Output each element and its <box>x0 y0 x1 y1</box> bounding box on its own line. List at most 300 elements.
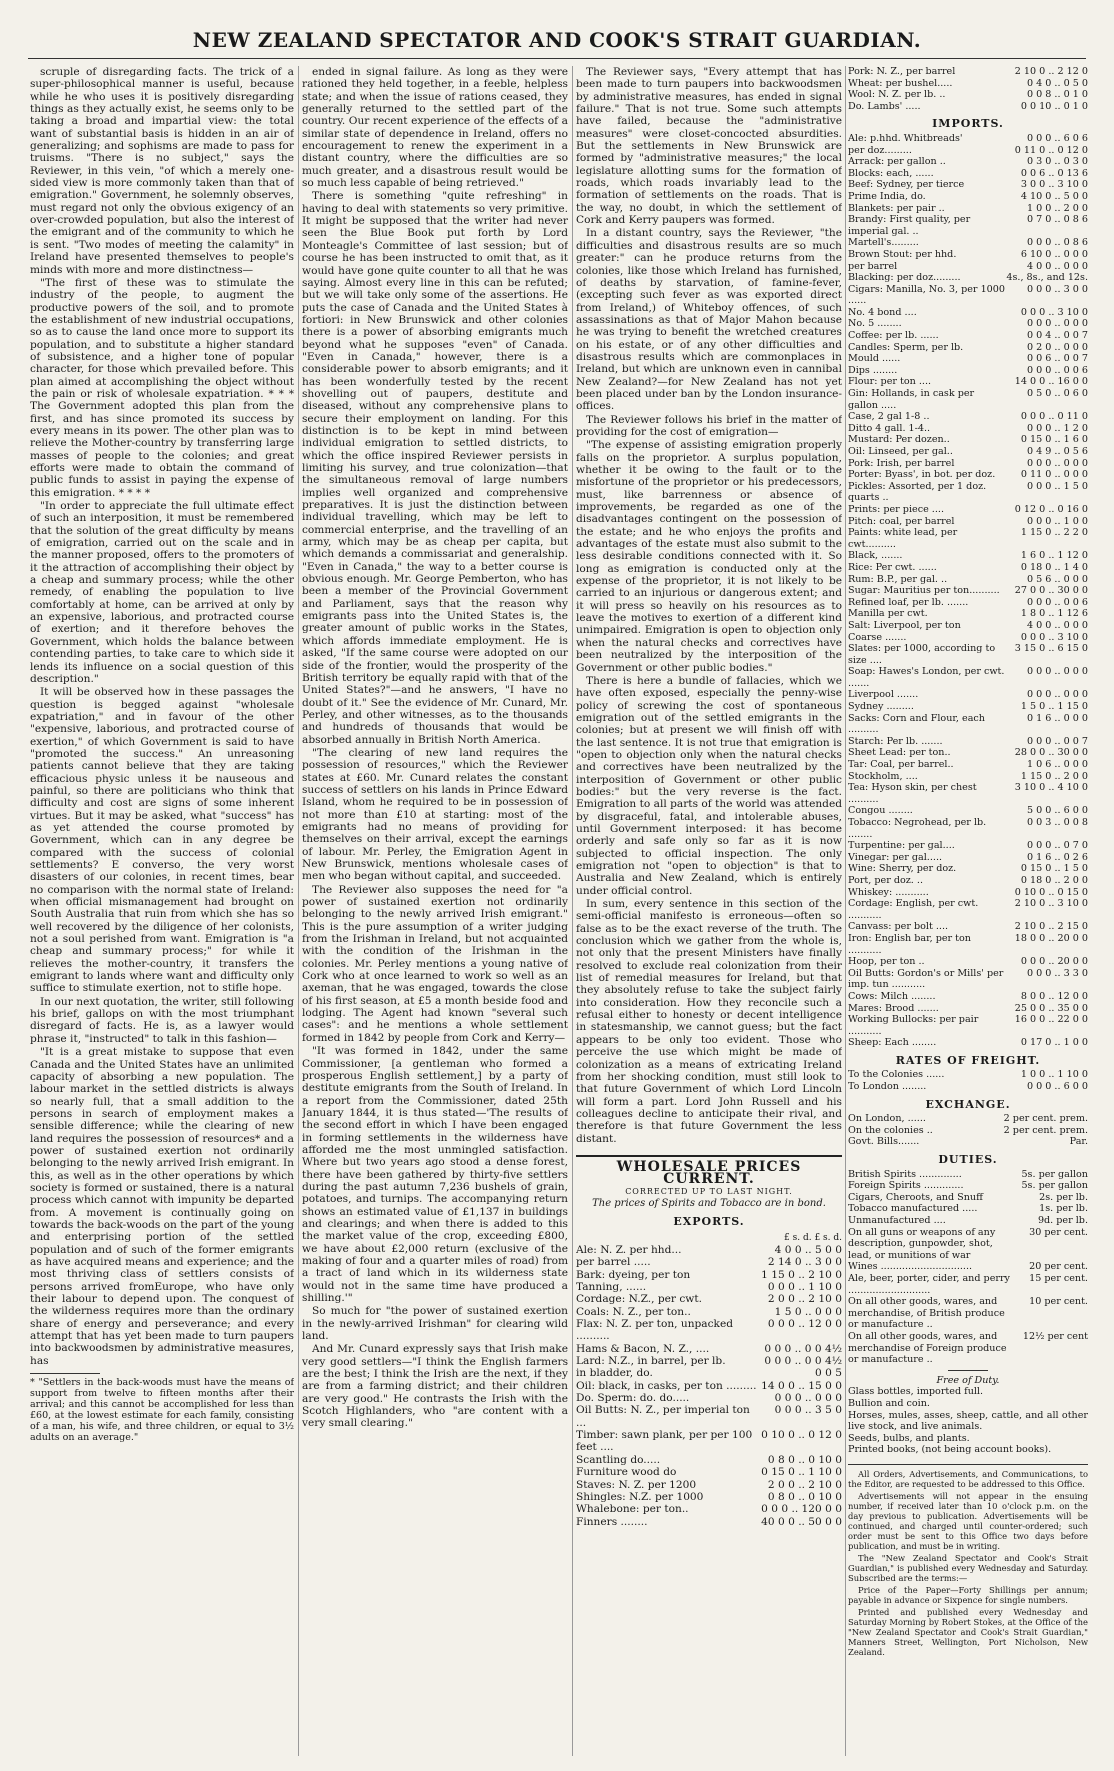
price-row <box>576 1454 842 1466</box>
price-item: in bladder, do. <box>576 1367 653 1380</box>
price-row <box>848 1227 1088 1262</box>
price-value: 9d. per lb. <box>1037 1215 1088 1226</box>
price-row <box>576 1355 842 1367</box>
price-item: Ale: p.hhd. Whitbreads' <box>848 132 963 144</box>
notice-paragraph: The "New Zealand Spectator and Cook's Strait Guardian," is published every Wednesday and Saturday. Subscribed are the terms:— <box>848 1552 1088 1583</box>
price-value: 1 0 6 .. 0 0 0 <box>1026 759 1088 771</box>
price-value: 0 15 0 .. 1 10 0 <box>761 1466 842 1479</box>
price-row <box>576 1380 842 1392</box>
price-row <box>848 318 1088 330</box>
price-item: Whiskey: ........... <box>848 886 929 898</box>
price-value: 0 4 9 .. 0 5 6 <box>1026 446 1088 457</box>
price-value: 0 0 0 .. 3 10 0 <box>1020 631 1088 643</box>
price-value: 0 0 0 .. 0 0 0 <box>774 1392 842 1405</box>
paragraph: scruple of disregarding facts. The trick of a super-philosophical manner is useful, because while he who uses it is positively disregarding things as they actually exist, he seems only to be taking a broad and impartial view: the total want of substantial basis is hidden in an air of generalizing; and sophisms are made to pass for truisms. "There is no subject," says the Reviewer, in this vein, "of which a merely one-sided view is more commonly taken than that of emigration." Government, he solemnly observes, must regard not only the obvious exigency of an over-crowded population, but also the interest of the emigrant and of the community to which he is sent. "Two modes of meeting the calamity" in Ireland have presented themselves to people's minds with more and more distinctness— <box>30 66 294 276</box>
price-item: Black, ....... <box>848 550 903 562</box>
paragraph: There is something "quite refreshing" in having to deal with statements so very primitive. It might be supposed that the writer had never seen the Blue Book put forth by Lord Monteagle's Committee of last session; but of course he has been instructed to omit that, as it would have gone quite counter to all that he was saying. Almost every line in this can be refuted; but we will take only some of the assertions. He puts the case of Canada and the United States à fortiori: in New Brunswick and other colonies there is a power of absorbing emigrants much beyond what he supposes "even" of Canada. "Even in Canada," however, there is a considerable power to absorb emigrants; and it has been wonderfully tested by the recent shovelling out of paupers, destitute and diseased, without any comprehensive plans to secure their employment on landing. For this distinction is to be kept in mind between individual emigration to settled districts, to which the office inspired Reviewer persists in limiting his survey, and true colonization—that the simultaneous removal of large numbers implies well organized and comprehensive preparatives. It is just the distinction between individual travelling, which may be left to commercial enterprise, and the travelling of an army, which may be as cheap per capita, but which demands a commissariat and generalship. "Even in Canada," the way to a better course is obvious enough. Mr. George Pemberton, who has been a member of the Provincial Government and Parliament, says that the reason why emigrants pass into the United States is, the greater amount of public works in the States, which affords immediate employment. He is asked, "If the same course were adopted on our side of the frontier, would the prosperity of the British territory be equally rapid with that of the United States?"—and he answers, "I have no doubt of it." See the evidence of Mr. Cunard, Mr. Perley, and other witnesses, as to the thousands and hundreds of thousands that would be absorbed annually in British North America. <box>302 190 568 746</box>
price-row <box>848 237 1088 249</box>
price-row <box>848 747 1088 759</box>
price-row <box>576 1466 842 1478</box>
price-row <box>848 1069 1088 1081</box>
exchange-table <box>848 1113 1088 1148</box>
price-item: Paints: white lead, per cwt.......... <box>848 527 958 550</box>
price-item: Cordage: English, per cwt. ........... <box>848 898 979 921</box>
price-item: Ale, beer, porter, cider, and perry ........................... <box>848 1272 1010 1296</box>
price-row <box>848 1180 1088 1192</box>
price-item: Do. Lambs' ..... <box>848 100 921 112</box>
price-value: 0 8 0 .. 0 10 0 <box>767 1490 842 1503</box>
price-row <box>848 597 1088 609</box>
price-item: Cigars: Manilla, No. 3, per 1000 ...... <box>848 283 1005 307</box>
paragraph: "The clearing of new land requires the possession of resources," which the Reviewer states at £60. Mr. Cunard relates the constant success of settlers on his lands in Prince Edward Island, whom he required to be in possession of not more than £10 at starting: most of the emigrants had no means of providing for themselves on their arrival, except the earnings of labour. Mr. Perley, the Emigration Agent in New Brunswick, mentions wholesale cases of men who began without capital, and succeeded. <box>302 746 568 883</box>
price-item: Tobacco manufactured ..... <box>848 1203 978 1215</box>
price-item: Port, per doz. .. <box>848 874 924 886</box>
exchange-title: EXCHANGE. <box>925 1097 1011 1111</box>
price-row <box>576 1503 842 1515</box>
price-item: Scantling do..... <box>576 1453 661 1466</box>
price-row <box>848 191 1088 203</box>
price-item: Cows: Milch ........ <box>848 990 936 1002</box>
price-row <box>576 1392 842 1404</box>
price-item: Timber: sawn plank, per per 100 feet .... <box>576 1429 753 1454</box>
price-row <box>848 956 1088 968</box>
free-of-duty-list <box>848 1386 1088 1456</box>
price-item: Salt: Liverpool, per ton <box>848 619 961 631</box>
price-value: 4 0 0 .. 5 0 0 <box>774 1243 842 1256</box>
price-row <box>848 608 1088 620</box>
price-row <box>576 1516 842 1528</box>
price-value: 0 18 0 .. 2 0 0 <box>1020 874 1088 886</box>
price-value: 0 15 0 .. 1 6 0 <box>1020 434 1088 446</box>
price-row <box>848 423 1088 435</box>
freight-title: RATES OF FREIGHT. <box>895 1053 1041 1067</box>
price-row <box>848 550 1088 562</box>
price-value: 0 0 0 .. 0 0 6 <box>1026 364 1088 376</box>
price-row <box>576 1318 842 1343</box>
price-value: 0 0 8 .. 0 1 0 <box>1026 89 1088 101</box>
column-2 <box>302 66 568 1756</box>
price-item: Prints: per piece .... <box>848 503 944 515</box>
price-row <box>848 1169 1088 1181</box>
price-row <box>576 1491 842 1503</box>
price-row <box>848 620 1088 632</box>
price-row <box>576 1429 842 1454</box>
price-value: 8 0 0 .. 12 0 0 <box>1020 990 1088 1002</box>
price-item: Blankets: per pair .. <box>848 202 945 214</box>
notice-paragraph: All Orders, Advertisements, and Communications, to the Editor, are requested to be addressed to this Office. <box>848 1468 1088 1489</box>
price-item: Ditto 4 gall. 1-4.. <box>848 422 931 434</box>
paragraph: There is here a bundle of fallacies, which we have often exposed, especially the penny-wise policy of screwing the cost of spontaneous emigration out of the settled emigrants in the colonies; but at present we will finish off with the last sentence. It is not true that emigration is "open to objection only when the natural checks and correctives have been neutralized by the interposition of Government or other public bodies:" but the very reverse is the fact. Emigration to all parts of the world was attended by disgraceful, fatal, and intolerable abuses, until Government interposed: it has become orderly and safe only so far as it is now subjected to official inspection. The only emigration not "open to objection" is that to Australia and New Zealand, which is entirely under official control. <box>576 674 842 897</box>
price-item: On all other goods, wares, and merchandise of Foreign produce or manufacture .. <box>848 1330 1007 1366</box>
price-value: 4 10 0 .. 5 0 0 <box>1020 190 1088 202</box>
price-value: 0 0 0 .. 3 5 0 <box>774 1404 842 1417</box>
paragraph: ended in signal failure. As long as they were rationed they held together, in a feeble, helpless state; and when the issue of rations ceased, they generally returned to the settled part of the country. Our recent experience of the effects of a similar state of dependence in Ireland, offers no encouragement to renew the experiment in a distant country, where the difficulties are so much greater, and a disastrous result would be so much less capable of being retrieved." <box>302 66 568 190</box>
column-divider <box>572 66 573 1756</box>
price-item: Candles: Sperm, per lb. <box>848 341 964 353</box>
price-value: 0 0 0 .. 3 10 0 <box>1020 306 1088 318</box>
price-value: 0 0 0 .. 1 10 0 <box>767 1281 842 1293</box>
price-row <box>848 643 1088 666</box>
column-2-text <box>302 66 568 1430</box>
paragraph: The Reviewer also supposes the need for "a power of sustained exertion not ordinarily belonging to the newly arrived Irish emigrant." This is the pure assumption of a writer judging from the Irishman in Ireland, but not acquainted with the condition of the Irishman in the colonies. Mr. Perley mentions a young native of Cork who at once learned to work so well as an axeman, that he was engaged, towards the close of his first season, at £5 a month beside food and lodging. The Agent had known "several such cases": and he mentions a whole settlement formed in 1842 by people from Cork and Kerry— <box>302 883 568 1044</box>
price-value: 0 11 0 .. 0 0 0 <box>1020 469 1088 481</box>
price-value: 0 0 0 .. 0 0 4½ <box>764 1355 842 1368</box>
price-value: 6 10 0 .. 0 0 0 <box>1020 248 1088 260</box>
price-row <box>848 968 1088 991</box>
column-1-text <box>30 66 294 1367</box>
paragraph: The Reviewer says, "Every attempt that has been made to turn paupers into backwoodsmen by administrative measures, has ended in signal failure." That is not true. Some such attempts have failed, because the "administrative measures" were closet-concocted absurdities. But the settlements in New Brunswick are formed by "administrative measures;" the local legislature allotting sums for the formation of roads, which roads invariably lead to the formation of settlements on the roads. That is the way, no doubt, in which the settlement of Cork and Kerry paupers was formed. <box>576 66 842 227</box>
price-item: Brown Stout: per hhd. <box>848 248 957 260</box>
price-row <box>848 330 1088 342</box>
price-value: 1 15 0 .. 2 10 0 <box>761 1268 842 1281</box>
price-row <box>848 713 1088 736</box>
price-value: 0 2 0 .. 0 0 0 <box>1026 341 1088 353</box>
price-row <box>848 261 1088 273</box>
price-item: To the Colonies ...... <box>848 1069 945 1081</box>
price-value: 0 8 0 .. 0 10 0 <box>767 1453 842 1466</box>
price-row <box>848 701 1088 713</box>
price-item: Cordage: N.Z., per cwt. <box>576 1293 702 1306</box>
price-value: 4 0 0 .. 0 0 0 <box>1026 619 1088 631</box>
paragraph: "The expense of assisting emigration properly falls on the proprietor. A surplus population, whether it be owing to the fault or to the misfortune of the proprietor or his predecessors, must, like barrenness or absence of improvements, be regarded as one of the disadvantages contingent on the possession of the estate; and he who enjoys the profits and advantages of the estate must also submit to the less desirable conditions connected with it. So long as emigration is conducted only at the expense of the proprietor, it is not likely to be carried to an injurious or dangerous extent; and it will press so heavily on his resources as to leave the motives to exertion of a different kind unimpaired. Emigration is open to objection only when the natural checks and correctives have been neutralized by the interposition of the Government or other public bodies." <box>576 439 842 674</box>
price-row <box>848 411 1088 423</box>
footnote: * "Settlers in the back-woods must have the means of support from twelve to fifteen months after their arrival; and this cannot be accomplished for less than £60, at the lowest estimate for each family, consisting of a man, his wife, and three children, or equal to 3½ adults on an average." <box>30 1377 294 1444</box>
price-value: 0 5 0 .. 0 6 0 <box>1026 388 1088 400</box>
price-value: 0 0 0 .. 0 7 0 <box>1026 840 1088 852</box>
price-value: 20 per cent. <box>1029 1261 1088 1273</box>
price-value: 4s., 8s., and 12s. <box>1006 272 1088 284</box>
price-row <box>848 89 1088 101</box>
price-value: 1 0 0 .. 2 0 0 <box>1026 202 1088 214</box>
price-item: Martell's......... <box>848 237 919 249</box>
column-divider <box>298 66 299 1756</box>
paragraph: And Mr. Cunard expressly says that Irish make very good settlers—"I think the English farmers are the best; I think the Irish are the next, if they are from a farming district; and their children are very good." He contrasts the Irish with the Scotch Highlanders, who "are content with a very small clearing." <box>302 1343 568 1430</box>
price-item: Govt. Bills....... <box>848 1136 920 1148</box>
free-of-duty-title: Free of Duty. <box>936 1374 1000 1386</box>
price-item: No. 4 bond .... <box>848 306 917 318</box>
price-item: Canvass: per bolt .... <box>848 921 949 933</box>
price-value: 0 0 0 .. 0 0 4½ <box>764 1342 842 1355</box>
price-value: 0 0 0 .. 1 0 0 <box>1026 515 1088 527</box>
price-row <box>848 249 1088 261</box>
price-row <box>848 898 1088 921</box>
price-value: 2 14 0 .. 3 0 0 <box>767 1256 842 1269</box>
price-value: 2 0 0 .. 2 10 0 <box>767 1293 842 1306</box>
price-value: Par. <box>1069 1136 1088 1148</box>
price-value: 1 6 0 .. 1 12 0 <box>1020 550 1088 562</box>
price-row <box>848 1037 1088 1049</box>
price-value: 1 15 0 .. 2 2 0 <box>1020 527 1088 539</box>
price-item: Manilla per cwt. <box>848 608 928 620</box>
freight-table <box>848 1069 1088 1092</box>
price-row <box>848 759 1088 771</box>
price-item: Do. Sperm: do. do..... <box>576 1392 690 1405</box>
wholesale-note: The prices of Spirits and Tobacco are in bond. <box>592 1197 826 1209</box>
price-row <box>848 562 1088 574</box>
price-row <box>848 434 1088 446</box>
price-item: Hoop, per ton .. <box>848 956 925 968</box>
price-row <box>848 852 1088 864</box>
price-row <box>848 771 1088 783</box>
price-item: Brandy: First quality, per imperial gal. .. <box>848 214 971 237</box>
price-item: Tea: Hyson skin, per chest .......... <box>848 782 977 805</box>
price-item: Finners ........ <box>576 1515 648 1528</box>
price-value: 0 1 6 .. 0 0 0 <box>1026 712 1088 724</box>
price-value: 14 0 0 .. 16 0 0 <box>1014 376 1088 388</box>
price-item: Vinegar: per gal..... <box>848 851 943 863</box>
price-value: 3 10 0 .. 4 10 0 <box>1014 782 1088 794</box>
price-item: Mustard: Per dozen.. <box>848 434 950 446</box>
free-item: Bullion and coin. <box>848 1397 930 1409</box>
price-value: 0 4 0 .. 0 5 0 <box>1026 77 1088 89</box>
price-value: 0 0 0 .. 3 0 0 <box>1026 283 1088 295</box>
price-value: 40 0 0 .. 50 0 0 <box>761 1515 842 1528</box>
price-value: 2 per cent. prem. <box>1003 1124 1088 1136</box>
price-value: 0 0 0 .. 0 0 7 <box>1026 735 1088 747</box>
price-item: Shingles: N.Z. per 1000 <box>576 1490 704 1503</box>
price-item: Case, 2 gal 1-8 .. <box>848 411 930 423</box>
price-value: 2s. per lb. <box>1039 1191 1088 1203</box>
wholesale-title: WHOLESALE PRICES CURRENT. <box>576 1155 842 1186</box>
price-item: Turpentine: per gal.... <box>848 840 955 852</box>
price-value: 2 10 0 .. 2 15 0 <box>1014 921 1088 933</box>
price-value: 3 0 0 .. 3 10 0 <box>1020 179 1088 191</box>
price-row <box>848 388 1088 411</box>
price-value: 5s. per gallon <box>1021 1180 1088 1192</box>
price-item: Refined loaf, per lb. ....... <box>848 596 969 608</box>
price-item: Sheep: Each ........ <box>848 1037 937 1049</box>
price-value: 0 0 6 .. 0 13 6 <box>1020 167 1088 179</box>
paragraph: The Reviewer follows his brief in the matter of providing for the cost of emigration— <box>576 413 842 438</box>
wholesale-subtitle: CORRECTED UP TO LAST NIGHT. <box>625 1186 793 1196</box>
price-item: Coarse ....... <box>848 631 907 643</box>
price-value: 1 8 0 .. 1 12 6 <box>1020 608 1088 620</box>
paragraph: "It is a great mistake to suppose that even Canada and the United States have an unlimited capacity of absorbing a new population. The labour market in the settled districts is always so nearly full, that a small addition to the persons in search of employment makes a sensible difference; while the clearing of new land requires the possession of resources* and a power of sustained exertion not ordinarily belonging to the newly arrived Irish emigrant. In this, as well as in the other operations by which society is formed or sustained, there is a natural process which cannot with impunity be departed from. A movement is continually going on towards the back-woods on the part of the young and enterprising portion of the settled population and of such of the former emigrants as have acquired means and experience; and the most thriving class of settlers consists of persons arrived fromEurope, who have only their labour to depend upon. The conquest of the wilderness requires more than the ordinary share of energy and perseverance; and every attempt that has yet been made to turn paupers into backwoodsmen by administrative measures, has <box>30 1046 294 1367</box>
price-value: 0 15 0 .. 1 5 0 <box>1020 863 1088 875</box>
price-item: Mares: Brood ....... <box>848 1002 939 1014</box>
price-item: Tanning, ...... <box>576 1281 647 1293</box>
exports-title: EXPORTS. <box>673 1215 745 1229</box>
price-item: Flax: N. Z. per ton, unpacked .......... <box>576 1318 734 1343</box>
price-value: 1 0 0 .. 1 10 0 <box>1020 1069 1088 1081</box>
price-row <box>848 66 1088 78</box>
price-item: Oil Butts: Gordon's or Mills' per imp. tun ........... <box>848 967 1004 991</box>
price-row <box>848 203 1088 215</box>
price-value: 0 0 0 .. 1 5 0 <box>1026 480 1088 492</box>
price-row <box>848 214 1088 237</box>
price-row <box>576 1404 842 1429</box>
price-row <box>576 1269 842 1281</box>
price-item: On London, ...... <box>848 1113 926 1125</box>
price-value: 0 0 0 .. 6 0 6 <box>1026 132 1088 144</box>
price-value: 0 0 3 .. 0 0 8 <box>1026 817 1088 828</box>
paragraph: So much for "the power of sustained exertion in the newly-arrived Irishman" for clearing wild land. <box>302 1305 568 1343</box>
price-column-head: £ s. d. £ s. d. <box>784 1232 842 1243</box>
price-row <box>848 887 1088 899</box>
price-item: Furniture wood do <box>576 1466 677 1479</box>
column-divider <box>845 66 846 1756</box>
price-row <box>848 574 1088 586</box>
price-value: 0 18 0 .. 1 4 0 <box>1020 561 1088 573</box>
price-row <box>848 863 1088 875</box>
price-value: 4 0 0 .. 0 0 0 <box>1026 260 1088 272</box>
price-item: Starch: Per lb. ....... <box>848 735 943 747</box>
price-row <box>848 1014 1088 1037</box>
price-value: 0 7 0 .. 0 8 6 <box>1026 214 1088 226</box>
price-row <box>848 1003 1088 1015</box>
column-1 <box>30 66 294 1756</box>
paragraph: "The first of these was to stimulate the industry of the people, to augment the productive powers of the soil, and to promote the establishment of new industrial occupations, so as to cause the land once more to support its population, and to substitute a higher standard of subsistence, and a higher tone of popular character, for those which prevailed before. This plan aimed at accomplishing the object without the pain or risk of wholesale expatriation. * * * The Government adopted this plan from the first, and has since promoted its success by every means in its power. The other plan was to relieve the Mother-country by transferring large masses of people to the colonies; and great efforts were made to obtain the command of public funds to assist in paying the expense of this emigration. * * * * <box>30 276 294 499</box>
price-value: 0 12 0 .. 0 16 0 <box>1014 503 1088 515</box>
price-value: 0 0 0 .. 1 2 0 <box>1026 422 1088 434</box>
price-value: 0 3 0 .. 0 3 0 <box>1026 156 1088 168</box>
price-item: Porter: Byass', in bot. per doz. <box>848 469 996 481</box>
price-row <box>848 782 1088 805</box>
price-item: Sacks: Corn and Flour, each .......... <box>848 712 985 736</box>
price-row <box>848 527 1088 550</box>
notice-paragraph: Advertisements will not appear in the ensuing number, if received later than 10 o'clock p.m. on the day previous to publication. Advertisements will be continued, and charged until counter-ordered; such order must be sent to this Office two days before publication, and must be in writing. <box>848 1490 1088 1551</box>
price-item: Stockholm, .... <box>848 770 918 782</box>
price-item: Mould ...... <box>848 353 901 365</box>
price-item: Sydney ......... <box>848 701 914 713</box>
price-item: On the colonies .. <box>848 1124 933 1136</box>
price-item: Blacking: per doz......... <box>848 272 961 284</box>
divider <box>948 1370 988 1371</box>
price-value: 0 0 0 .. 0 11 0 <box>1020 411 1088 423</box>
price-item: Bark: dyeing, per ton <box>576 1268 691 1281</box>
price-row <box>848 632 1088 644</box>
price-item: Wool: N. Z. per lb. .. <box>848 89 946 101</box>
price-row <box>848 179 1088 191</box>
price-value: 15 per cent. <box>1029 1272 1088 1284</box>
free-item: Glass bottles, imported full. <box>848 1386 984 1398</box>
price-value: 1s. per lb. <box>1039 1203 1088 1215</box>
price-item: Soap: Hawes's London, per cwt. ....... <box>848 666 1005 689</box>
notice-paragraph: Price of the Paper—Forty Shillings per annum; payable in advance or Sixpence for single numbers. <box>848 1584 1088 1605</box>
price-row <box>848 736 1088 748</box>
price-item: On all other goods, wares, and merchandise, of British produce or manufacture .. <box>848 1296 1005 1331</box>
price-item: Coals: N. Z., per ton.. <box>576 1305 691 1318</box>
masthead-rule <box>28 58 1086 59</box>
price-value: 0 0 0 .. 0 0 6 <box>1026 596 1088 608</box>
price-row <box>576 1479 842 1491</box>
price-row <box>848 1192 1088 1204</box>
price-value: 0 0 10 .. 0 1 0 <box>1020 100 1088 112</box>
price-value: 0 10 0 .. 0 15 0 <box>1014 886 1088 898</box>
price-item: Beef: Sydney, per tierce <box>848 179 965 191</box>
price-value: 2 per cent. prem. <box>1003 1113 1088 1125</box>
price-item: Tobacco: Negrohead, per lb. ........ <box>848 817 987 840</box>
price-row <box>848 481 1088 504</box>
price-item: per doz......... <box>848 144 912 156</box>
price-row <box>848 156 1088 168</box>
price-value: 2 10 0 .. 2 12 0 <box>1014 66 1088 77</box>
price-value: 27 0 0 .. 30 0 0 <box>1014 585 1088 597</box>
price-row <box>848 933 1088 956</box>
price-item: Rum: B.P., per gal. .. <box>848 573 948 585</box>
price-item: Unmanufactured .... <box>848 1215 946 1226</box>
price-item: Arrack: per gallon .. <box>848 156 946 168</box>
price-item: per barrel <box>848 260 898 272</box>
price-value: 0 0 0 .. 0 0 0 <box>1026 689 1088 701</box>
price-row <box>576 1293 842 1305</box>
paragraph: "It was formed in 1842, under the same Commissioner, [a gentleman who formed a prosperous English settlement,] by a party of destitute emigrants from the South of Ireland. In a report from the Commissioner, dated 25th January 1844, it is thus stated—'The results of the second effort in which I have been engaged in forming settlements in the wilderness have afforded me the most unmingled satisfaction. Where but two years ago stood a dense forest, there have been gathered by thirty-five settlers during the past autumn 7,236 bushels of grain, potatoes, and turnips. The accompanying return shows an estimated value of £1,137 in buildings and clearings; and when there is added to this the market value of the crop, exceeding £800, we have about £2,000 return (exclusive of the making of four and a quarter miles of road) from a tract of land which in its wilderness state would not in the same time have produced a shilling.'" <box>302 1045 568 1305</box>
paragraph: In our next quotation, the writer, still following his brief, gallops on with the most triumphant disregard of facts. He is, as a lawyer would phrase it, "instructed" to talk in this fashion— <box>30 995 294 1045</box>
price-item: Congou ........ <box>848 805 913 817</box>
price-value: 12½ per cent <box>1022 1330 1088 1342</box>
price-item: Sugar: Mauritius per ton.......... <box>848 585 1000 597</box>
price-row <box>848 1081 1088 1093</box>
price-value: 18 0 0 .. 20 0 0 <box>1014 932 1088 944</box>
price-row <box>848 1113 1088 1125</box>
price-row <box>848 585 1088 597</box>
price-value: 25 0 0 .. 35 0 0 <box>1014 1002 1088 1014</box>
price-value: 0 0 0 .. 20 0 0 <box>1020 956 1088 968</box>
price-value: 0 0 0 .. 0 0 0 <box>1026 666 1088 678</box>
price-row <box>848 840 1088 852</box>
column-4 <box>848 66 1088 1756</box>
free-item: Printed books, (not being account books). <box>848 1444 1052 1456</box>
price-item: Flour: per ton .... <box>848 376 932 388</box>
price-item: Pork: N. Z., per barrel <box>848 66 956 77</box>
price-value: 5s. per gallon <box>1021 1168 1088 1180</box>
exports-table <box>576 1244 842 1528</box>
price-item: Prime India, do. <box>848 190 926 202</box>
price-item: No. 5 ........ <box>848 318 902 330</box>
price-row <box>848 817 1088 840</box>
price-row <box>848 307 1088 319</box>
price-value: 1 15 0 .. 2 0 0 <box>1020 770 1088 782</box>
price-item: Slates: per 1000, according to size .... <box>848 643 996 666</box>
price-item: Iron: English bar, per ton ........... <box>848 932 971 956</box>
publisher-notices <box>848 1464 1088 1657</box>
price-row <box>848 446 1088 458</box>
price-row <box>576 1306 842 1318</box>
price-row <box>576 1244 842 1256</box>
price-value: 1 5 0 .. 0 0 0 <box>774 1305 842 1318</box>
price-value: 0 10 0 .. 0 12 0 <box>761 1429 842 1442</box>
price-value: 0 17 0 .. 1 0 0 <box>1020 1037 1088 1049</box>
price-value: 0 0 0 .. 3 3 0 <box>1026 967 1088 979</box>
price-value: 0 0 6 .. 0 0 7 <box>1026 353 1088 365</box>
price-item: Oil: black, in casks, per ton ......... <box>576 1379 757 1392</box>
price-item: Wines .............................. <box>848 1261 973 1273</box>
price-row <box>848 272 1088 284</box>
price-item: Dips ........ <box>848 364 898 376</box>
price-value: 0 0 5 <box>815 1367 842 1380</box>
price-item: per barrel ..... <box>576 1256 651 1269</box>
footnote-rule <box>30 1373 100 1374</box>
price-value: 28 0 0 .. 30 0 0 <box>1014 747 1088 759</box>
price-row <box>848 921 1088 933</box>
price-row <box>848 666 1088 689</box>
price-row <box>576 1367 842 1379</box>
price-row <box>848 133 1088 145</box>
price-value: 0 1 6 .. 0 2 6 <box>1026 851 1088 863</box>
price-row <box>848 1136 1088 1148</box>
price-row <box>848 353 1088 365</box>
price-item: On all guns or weapons of any description, gunpowder, shot, lead, or munitions of war <box>848 1226 996 1261</box>
price-item: Foreign Spirits ............. <box>848 1180 964 1192</box>
price-row <box>848 689 1088 701</box>
price-value: 0 0 4 .. 0 0 7 <box>1026 330 1088 342</box>
price-row <box>848 1296 1088 1331</box>
price-item: Lard: N.Z., in barrel, per lb. <box>576 1355 726 1368</box>
price-row <box>848 342 1088 354</box>
price-row <box>576 1256 842 1268</box>
price-row <box>848 805 1088 817</box>
price-item: Rice: Per cwt. ...... <box>848 561 937 573</box>
